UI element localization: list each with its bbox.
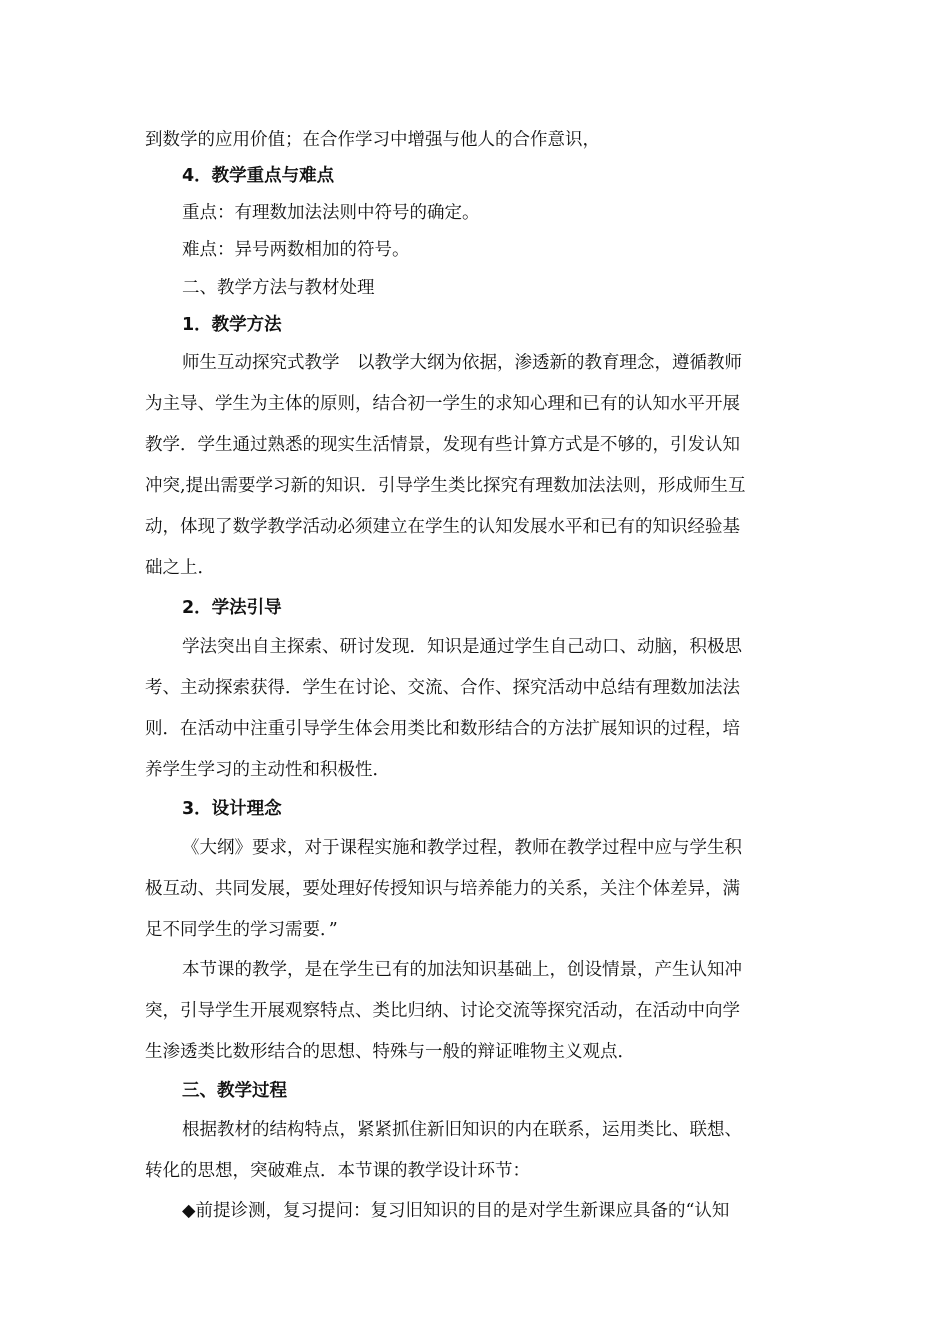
section-heading-3: 3．设计理念 (182, 799, 282, 819)
paragraph-line: 根据教材的结构特点，紧紧抓住新旧知识的内在联系，运用类比、联想、 (182, 1120, 742, 1140)
section-heading-4: 4．教学重点与难点 (182, 166, 335, 186)
paragraph-line: 生渗透类比数形结合的思想、特殊与一般的辩证唯物主义观点． (145, 1042, 635, 1062)
paragraph-line: 极互动、共同发展，要处理好传授知识与培养能力的关系，关注个体差异，满 (145, 879, 740, 899)
paragraph-line: 则．在活动中注重引导学生体会用类比和数形结合的方法扩展知识的过程，培 (145, 719, 740, 739)
paragraph-line: 到数学的应用价值；在合作学习中增强与他人的合作意识， (145, 130, 600, 150)
paragraph-line: 本节课的教学，是在学生已有的加法知识基础上，创设情景，产生认知冲 (182, 960, 742, 980)
paragraph-line: 冲突,提出需要学习新的知识．引导学生类比探究有理数加法法则，形成师生互 (145, 476, 746, 496)
paragraph-line: 础之上． (145, 558, 215, 578)
key-point-line: 重点：有理数加法法则中符号的确定。 (182, 203, 480, 223)
paragraph-line: 养学生学习的主动性和积极性． (145, 760, 390, 780)
paragraph-line: 考、主动探索获得．学生在讨论、交流、合作、探究活动中总结有理数加法法 (145, 678, 740, 698)
paragraph-line: 教学．学生通过熟悉的现实生活情景，发现有些计算方式是不够的，引发认知 (145, 435, 740, 455)
paragraph-line: 《大纲》要求，对于课程实施和教学过程，教师在教学过程中应与学生积 (182, 838, 742, 858)
paragraph-line: 动，体现了数学教学活动必须建立在学生的认知发展水平和已有的知识经验基 (145, 517, 740, 537)
section-heading-2: 2．学法引导 (182, 598, 282, 618)
difficulty-line: 难点：异号两数相加的符号。 (182, 240, 410, 260)
paragraph-line: 足不同学生的学习需要．” (145, 920, 338, 940)
paragraph-line: ◆前提诊测，复习提问：复习旧知识的目的是对学生新课应具备的“认知 (182, 1201, 730, 1221)
chapter-heading-2: 二、教学方法与教材处理 (182, 278, 375, 298)
paragraph-line: 转化的思想，突破难点．本节课的教学设计环节： (145, 1161, 530, 1181)
paragraph-line: 突，引导学生开展观察特点、类比归纳、讨论交流等探究活动，在活动中向学 (145, 1001, 740, 1021)
paragraph-line: 为主导、学生为主体的原则，结合初一学生的求知心理和已有的认知水平开展 (145, 394, 740, 414)
paragraph-line: 师生互动探究式教学 以教学大纲为依据，渗透新的教育理念，遵循教师 (182, 353, 742, 373)
paragraph-line: 学法突出自主探索、研讨发现．知识是通过学生自己动口、动脑，积极思 (182, 637, 742, 657)
section-heading-1: 1．教学方法 (182, 315, 282, 335)
chapter-heading-3: 三、教学过程 (182, 1081, 287, 1101)
